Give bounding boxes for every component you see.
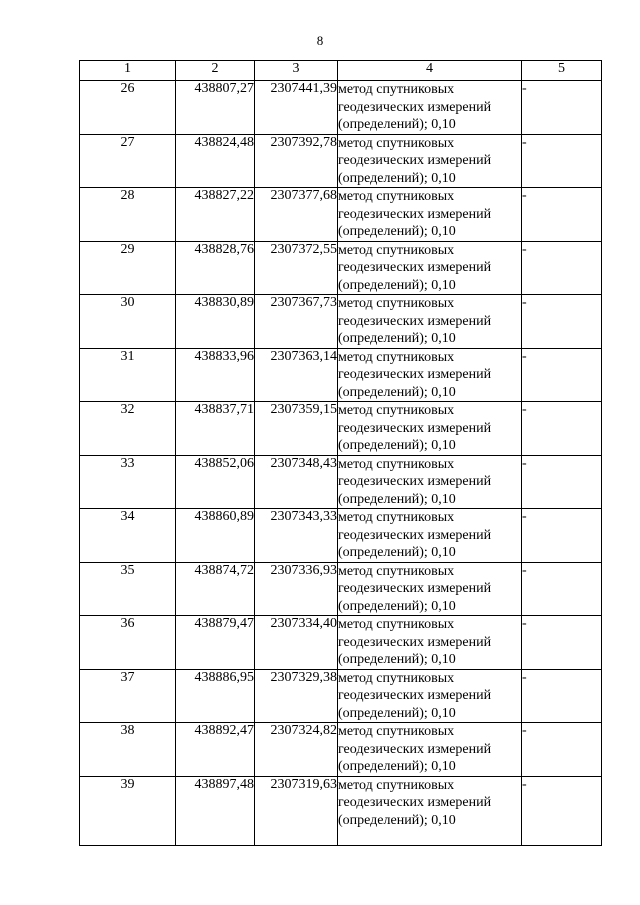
page-number: 8 xyxy=(316,33,324,48)
method-text-line: метод спутниковых xyxy=(338,670,455,686)
table-row xyxy=(80,669,602,723)
note-cell: - xyxy=(522,509,602,563)
method-text-line: (определений); 0,10 xyxy=(338,812,456,828)
method-cell xyxy=(338,723,522,777)
point-number-cell: 27 xyxy=(80,134,176,188)
method-cell xyxy=(338,134,522,188)
method-text-line: (определений); 0,10 xyxy=(338,384,456,400)
method-text-line: метод спутниковых xyxy=(338,563,455,579)
x-coordinate-cell: 438897,48 xyxy=(176,776,255,845)
y-coordinate-cell: 2307343,33 xyxy=(255,509,338,563)
method-cell xyxy=(338,562,522,616)
note-cell: - xyxy=(522,134,602,188)
x-coordinate-cell: 438830,89 xyxy=(176,295,255,349)
method-text-line: (определений); 0,10 xyxy=(338,438,456,453)
x-coordinate-cell: 438827,22 xyxy=(176,188,255,242)
point-number-cell: 35 xyxy=(80,562,176,616)
method-cell xyxy=(338,776,522,845)
point-number-cell: 36 xyxy=(80,616,176,670)
y-coordinate-cell: 2307359,15 xyxy=(255,402,338,456)
method-text-line: геодезических измерений xyxy=(338,260,492,275)
y-coordinate-cell: 2307441,39 xyxy=(255,81,338,135)
column-header: 1 xyxy=(80,61,176,81)
method-text-line: геодезических измерений xyxy=(338,688,492,703)
method-text-line: метод спутниковых xyxy=(338,349,455,365)
note-cell: - xyxy=(522,402,602,456)
table-row xyxy=(80,616,602,670)
x-coordinate-cell: 438860,89 xyxy=(176,509,255,563)
method-text-line: (определений); 0,10 xyxy=(338,277,456,293)
table-row xyxy=(80,455,602,509)
y-coordinate-cell: 2307348,43 xyxy=(255,455,338,509)
method-text-line: (определений); 0,10 xyxy=(338,117,456,132)
method-text-line: геодезических измерений xyxy=(338,367,492,382)
x-coordinate-cell: 438828,76 xyxy=(176,241,255,295)
table-header-row xyxy=(80,61,602,81)
method-text-line: (определений); 0,10 xyxy=(338,705,456,721)
method-text-line: геодезических измерений xyxy=(338,153,492,168)
method-text-line: геодезических измерений xyxy=(338,741,492,757)
method-text-line: метод спутниковых xyxy=(338,82,455,97)
method-text-line: геодезических измерений xyxy=(338,99,492,115)
x-coordinate-cell: 438886,95 xyxy=(176,669,255,723)
point-number-cell: 33 xyxy=(80,455,176,509)
y-coordinate-cell: 2307372,55 xyxy=(255,241,338,295)
note-cell: - xyxy=(522,348,602,402)
x-coordinate-cell: 438852,06 xyxy=(176,455,255,509)
method-text-line: геодезических измерений xyxy=(338,527,492,543)
note-cell: - xyxy=(522,669,602,723)
x-coordinate-cell: 438892,47 xyxy=(176,723,255,777)
method-cell xyxy=(338,509,522,563)
y-coordinate-cell: 2307377,68 xyxy=(255,188,338,242)
table-row xyxy=(80,776,602,845)
method-text-line: геодезических измерений xyxy=(338,581,492,596)
note-cell: - xyxy=(522,776,602,845)
y-coordinate-cell: 2307319,63 xyxy=(255,776,338,845)
point-number-cell: 39 xyxy=(80,776,176,845)
method-text-line: (определений); 0,10 xyxy=(338,759,456,774)
y-coordinate-cell: 2307363,14 xyxy=(255,348,338,402)
point-number-cell: 28 xyxy=(80,188,176,242)
x-coordinate-cell: 438874,72 xyxy=(176,562,255,616)
table-row xyxy=(80,723,602,777)
y-coordinate-cell: 2307392,78 xyxy=(255,134,338,188)
table-row xyxy=(80,562,602,616)
column-header: 4 xyxy=(338,61,522,81)
point-number-cell: 26 xyxy=(80,81,176,135)
method-text-line: (определений); 0,10 xyxy=(338,170,456,186)
table-row xyxy=(80,134,602,188)
table-row xyxy=(80,188,602,242)
point-number-cell: 37 xyxy=(80,669,176,723)
method-text-line: геодезических измерений xyxy=(338,206,492,222)
method-text-line: (определений); 0,10 xyxy=(338,598,456,614)
note-cell: - xyxy=(522,562,602,616)
column-header: 5 xyxy=(522,61,602,81)
note-cell: - xyxy=(522,455,602,509)
note-cell: - xyxy=(522,723,602,777)
point-number-cell: 34 xyxy=(80,509,176,563)
x-coordinate-cell: 438807,27 xyxy=(176,81,255,135)
table-row xyxy=(80,402,602,456)
y-coordinate-cell: 2307367,73 xyxy=(255,295,338,349)
method-text-line: метод спутниковых xyxy=(338,510,455,525)
method-cell xyxy=(338,188,522,242)
coordinates-table xyxy=(79,60,602,846)
note-cell: - xyxy=(522,81,602,135)
method-text-line: геодезических измерений xyxy=(338,420,492,436)
method-text-line: геодезических измерений xyxy=(338,313,492,329)
y-coordinate-cell: 2307324,82 xyxy=(255,723,338,777)
method-cell xyxy=(338,455,522,509)
method-text-line: метод спутниковых xyxy=(338,403,455,418)
method-cell xyxy=(338,81,522,135)
column-header: 3 xyxy=(255,61,338,81)
method-text-line: геодезических измерений xyxy=(338,474,492,489)
method-text-line: метод спутниковых xyxy=(338,777,455,793)
method-text-line: (определений); 0,10 xyxy=(338,652,456,667)
method-text-line: метод спутниковых xyxy=(338,135,455,151)
x-coordinate-cell: 438837,71 xyxy=(176,402,255,456)
y-coordinate-cell: 2307336,93 xyxy=(255,562,338,616)
method-cell xyxy=(338,402,522,456)
note-cell: - xyxy=(522,295,602,349)
method-text-line: метод спутниковых xyxy=(338,456,455,472)
method-text-line: метод спутниковых xyxy=(338,189,455,204)
method-cell xyxy=(338,616,522,670)
point-number-cell: 31 xyxy=(80,348,176,402)
x-coordinate-cell: 438879,47 xyxy=(176,616,255,670)
point-number-cell: 29 xyxy=(80,241,176,295)
y-coordinate-cell: 2307329,38 xyxy=(255,669,338,723)
point-number-cell: 30 xyxy=(80,295,176,349)
table-row xyxy=(80,295,602,349)
method-text-line: геодезических измерений xyxy=(338,634,492,650)
point-number-cell: 32 xyxy=(80,402,176,456)
method-cell xyxy=(338,241,522,295)
method-text-line: (определений); 0,10 xyxy=(338,545,456,560)
note-cell: - xyxy=(522,241,602,295)
method-cell xyxy=(338,348,522,402)
method-text-line: метод спутниковых xyxy=(338,296,455,311)
note-cell: - xyxy=(522,616,602,670)
method-text-line: метод спутниковых xyxy=(338,724,455,739)
method-cell xyxy=(338,295,522,349)
y-coordinate-cell: 2307334,40 xyxy=(255,616,338,670)
table-row xyxy=(80,348,602,402)
note-cell: - xyxy=(522,188,602,242)
x-coordinate-cell: 438824,48 xyxy=(176,134,255,188)
method-text-line: геодезических измерений xyxy=(338,795,492,810)
table-row xyxy=(80,509,602,563)
point-number-cell: 38 xyxy=(80,723,176,777)
table-row xyxy=(80,241,602,295)
method-text-line: (определений); 0,10 xyxy=(338,331,456,346)
method-text-line: (определений); 0,10 xyxy=(338,491,456,507)
column-header: 2 xyxy=(176,61,255,81)
x-coordinate-cell: 438833,96 xyxy=(176,348,255,402)
method-text-line: метод спутниковых xyxy=(338,242,455,258)
method-text-line: (определений); 0,10 xyxy=(338,224,456,239)
table-row xyxy=(80,81,602,135)
method-text-line: метод спутниковых xyxy=(338,617,455,632)
method-cell xyxy=(338,669,522,723)
